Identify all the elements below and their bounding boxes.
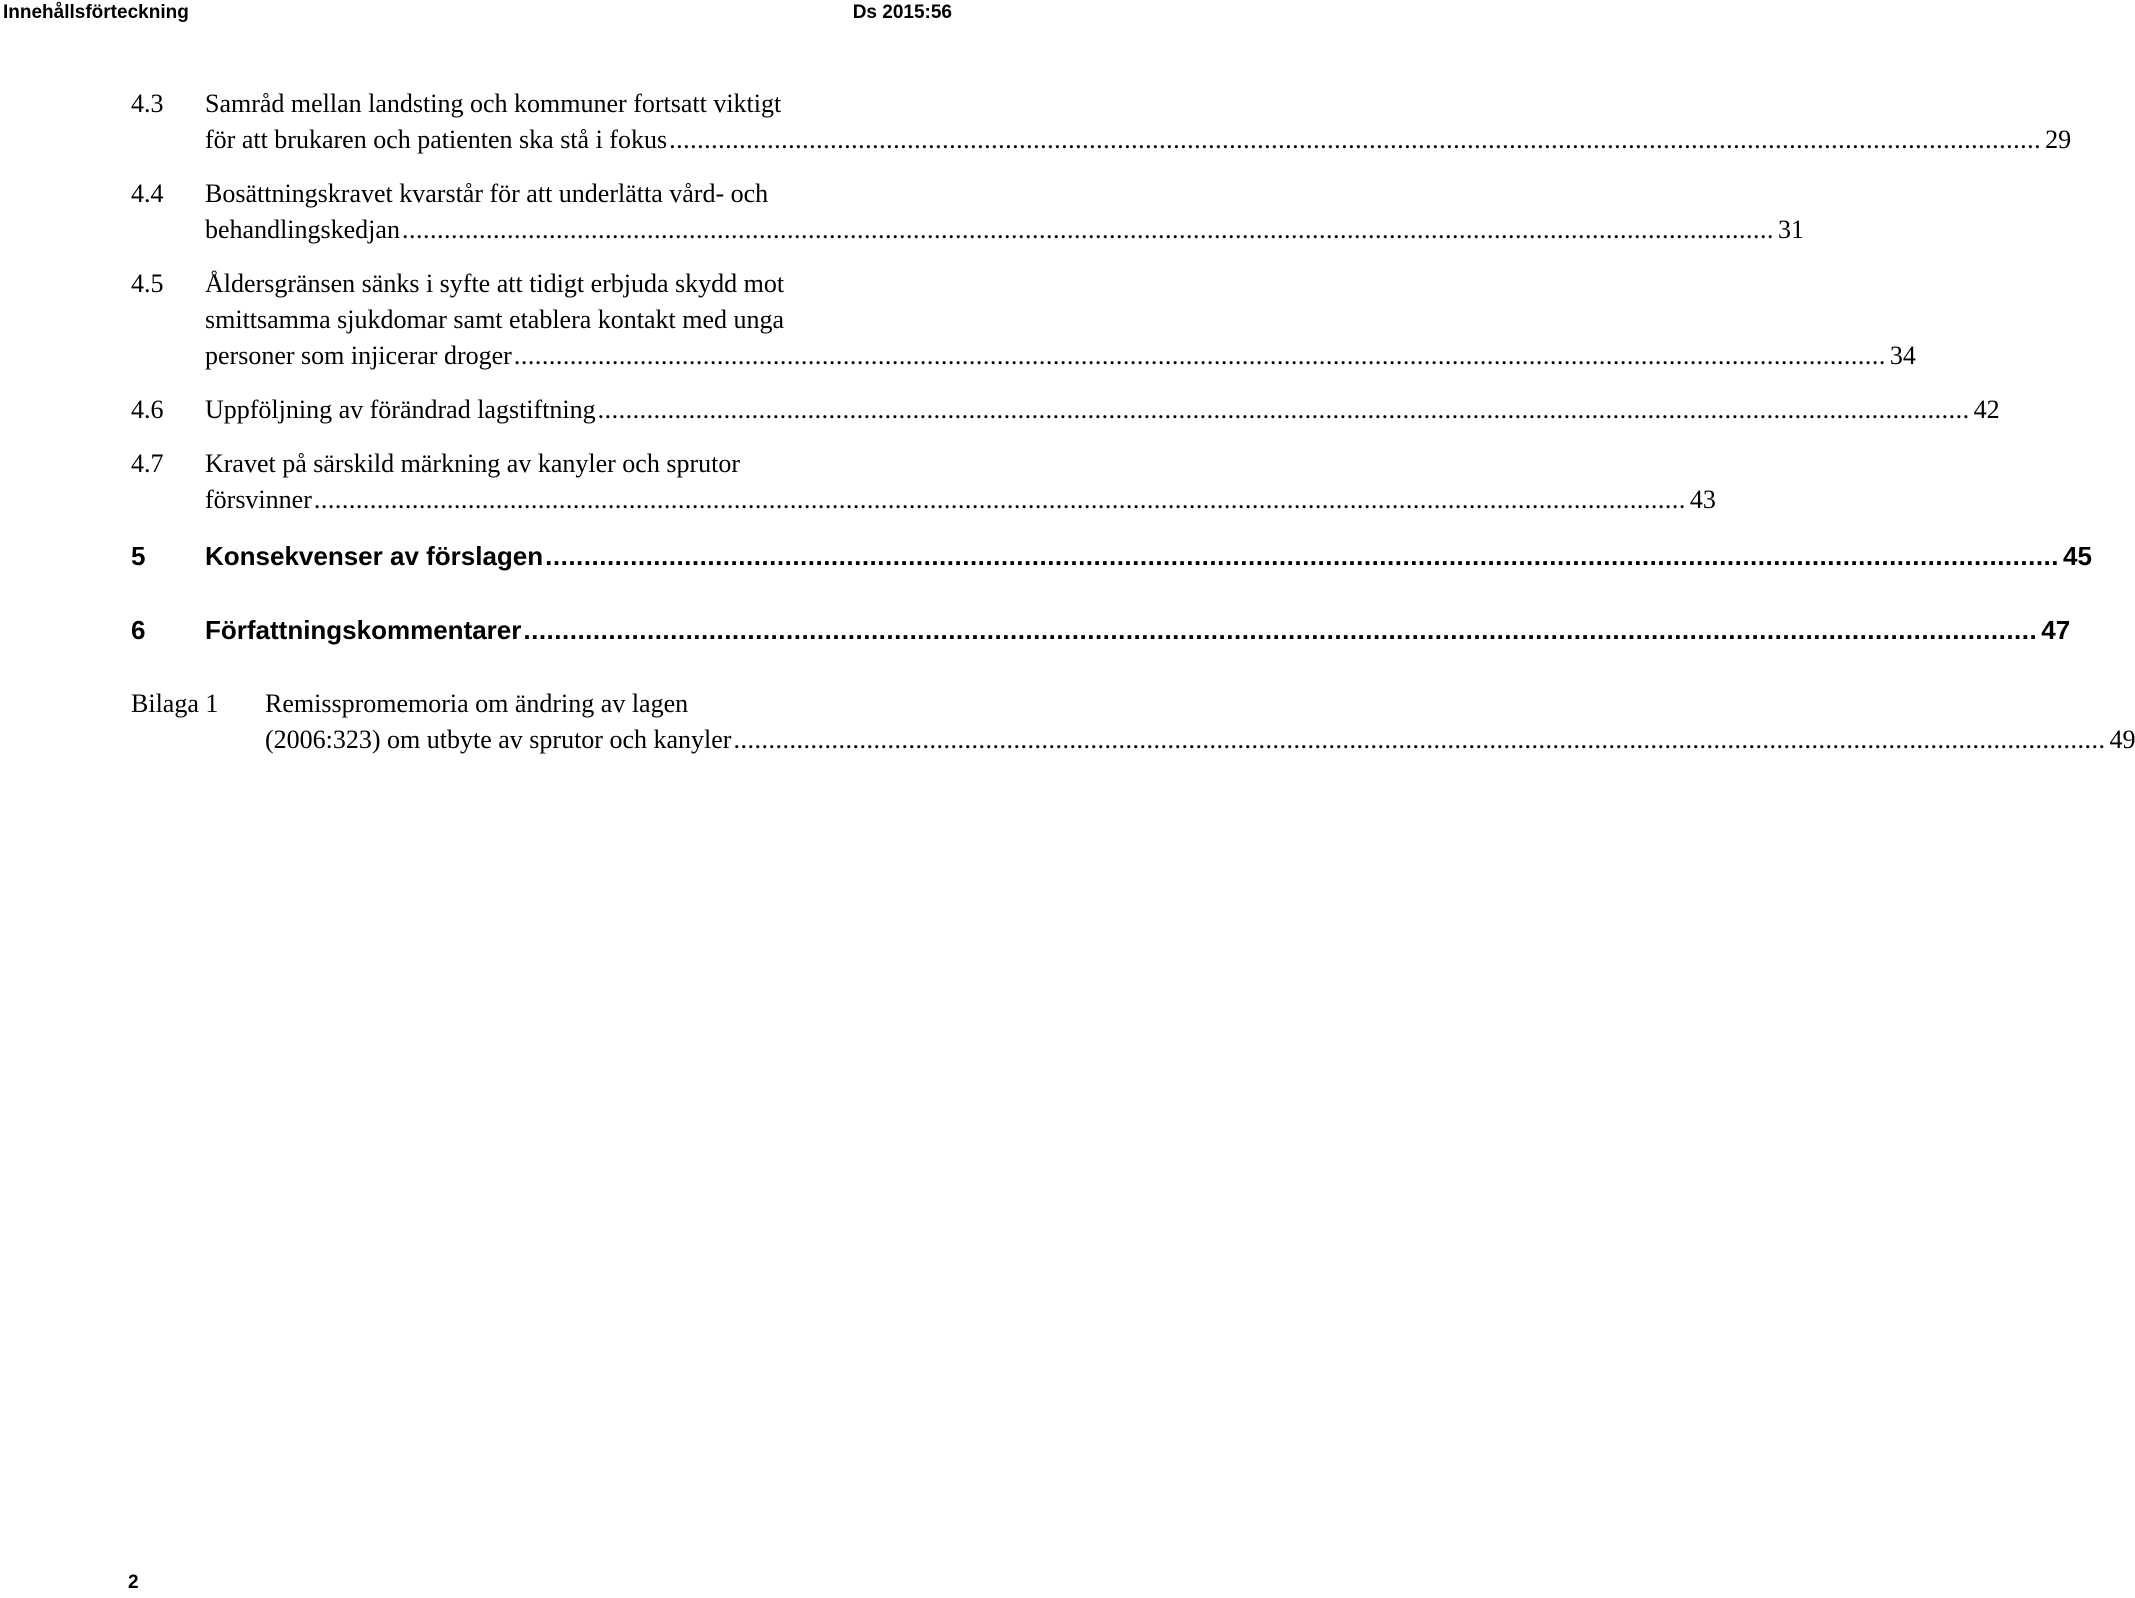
toc-entry-text: [205, 446, 1716, 518]
toc-entry-number: 4.6: [131, 395, 164, 424]
dot-leader: ....................................................................................................................................................................................................: [313, 485, 1686, 514]
toc-entry-line: Åldersgränsen sänks i syfte att tidigt erbjuda skydd mot: [205, 269, 785, 298]
toc-chapter-line: [205, 612, 2071, 648]
toc-page-number: 42: [1973, 395, 2000, 424]
toc-chapter-title: Konsekvenser av förslagen: [205, 541, 544, 571]
toc-entry-text: [205, 176, 1804, 248]
toc-entry-number: 4.7: [131, 449, 164, 478]
dot-leader: ....................................................................................................................................................................................................: [545, 541, 2059, 571]
toc-entry-line: för att brukaren och patienten ska stå i fokus: [205, 125, 668, 154]
dot-leader: ....................................................................................................................................................................................................: [513, 341, 1886, 370]
page-number: 2: [128, 1572, 139, 1593]
toc-entry-last-line: [205, 482, 1716, 518]
toc-entry-line: försvinner: [205, 485, 312, 514]
toc-page-number: 49: [2109, 725, 2135, 754]
toc-chapter-number: 5: [131, 541, 146, 571]
toc-entry-last-line: [205, 122, 2072, 158]
toc-entry-text: [205, 86, 2072, 158]
toc-appendix-label: Bilaga 1: [131, 689, 219, 718]
toc-entry-last-line: [265, 722, 2135, 758]
dot-leader: ....................................................................................................................................................................................................: [597, 395, 1970, 424]
toc-entry-4-4[interactable]: [131, 176, 1804, 248]
toc-chapter-5[interactable]: [131, 538, 2092, 574]
toc-entry-last-line: [205, 392, 2000, 428]
toc-entry-text: [205, 266, 1916, 374]
toc-entry-line: (2006:323) om utbyte av sprutor och kanyler: [265, 725, 732, 754]
header-section-title: Innehållsförteckning: [3, 2, 189, 23]
toc-entry-line: Remisspromemoria om ändring av lagen: [265, 689, 689, 718]
toc-chapter-text: [205, 538, 2092, 574]
toc-chapter-line: [205, 538, 2092, 574]
toc-entry-text: [205, 392, 2000, 428]
toc-appendix-text: [265, 686, 2135, 758]
toc-entry-4-7[interactable]: [131, 446, 1716, 518]
toc-entry-4-6[interactable]: [131, 392, 2000, 428]
toc-chapter-text: [205, 612, 2071, 648]
dot-leader: ....................................................................................................................................................................................................: [523, 615, 2038, 645]
table-of-contents: [131, 86, 2135, 758]
toc-entry-4-3[interactable]: [131, 86, 2072, 158]
toc-entry-number: 4.5: [131, 269, 164, 298]
toc-entry-line: smittsamma sjukdomar samt etablera kontakt med unga: [205, 305, 785, 334]
toc-chapter-number: 6: [131, 615, 146, 645]
toc-page-number: 29: [2045, 125, 2072, 154]
toc-appendix-1[interactable]: [131, 686, 2135, 758]
dot-leader: ....................................................................................................................................................................................................: [401, 215, 1774, 244]
toc-entry-last-line: [205, 338, 1916, 374]
dot-leader: ....................................................................................................................................................................................................: [669, 125, 2042, 154]
toc-entry-last-line: [205, 212, 1804, 248]
toc-page-number: 34: [1889, 341, 1916, 370]
toc-entry-4-5[interactable]: [131, 266, 1916, 374]
toc-page-number: 31: [1777, 215, 1804, 244]
toc-entry-line: behandlingskedjan: [205, 215, 400, 244]
toc-entry-line: Samråd mellan landsting och kommuner fortsatt viktigt: [205, 89, 782, 118]
toc-entry-number: 4.4: [131, 179, 164, 208]
toc-chapter-title: Författningskommentarer: [205, 615, 522, 645]
toc-entry-line: Kravet på särskild märkning av kanyler och sprutor: [205, 449, 741, 478]
toc-page-number: 47: [2041, 615, 2071, 645]
toc-entry-line: Uppföljning av förändrad lagstiftning: [205, 395, 596, 424]
toc-page-number: 43: [1689, 485, 1716, 514]
running-header: [0, 0, 960, 28]
header-document-id: Ds 2015:56: [852, 2, 952, 23]
toc-chapter-6[interactable]: [131, 612, 2071, 648]
toc-entry-number: 4.3: [131, 89, 164, 118]
toc-entry-line: Bosättningskravet kvarstår för att underlätta vård- och: [205, 179, 769, 208]
dot-leader: ....................................................................................................................................................................................................: [733, 725, 2106, 754]
toc-entry-line: personer som injicerar droger: [205, 341, 512, 370]
toc-page-number: 45: [2063, 541, 2092, 571]
